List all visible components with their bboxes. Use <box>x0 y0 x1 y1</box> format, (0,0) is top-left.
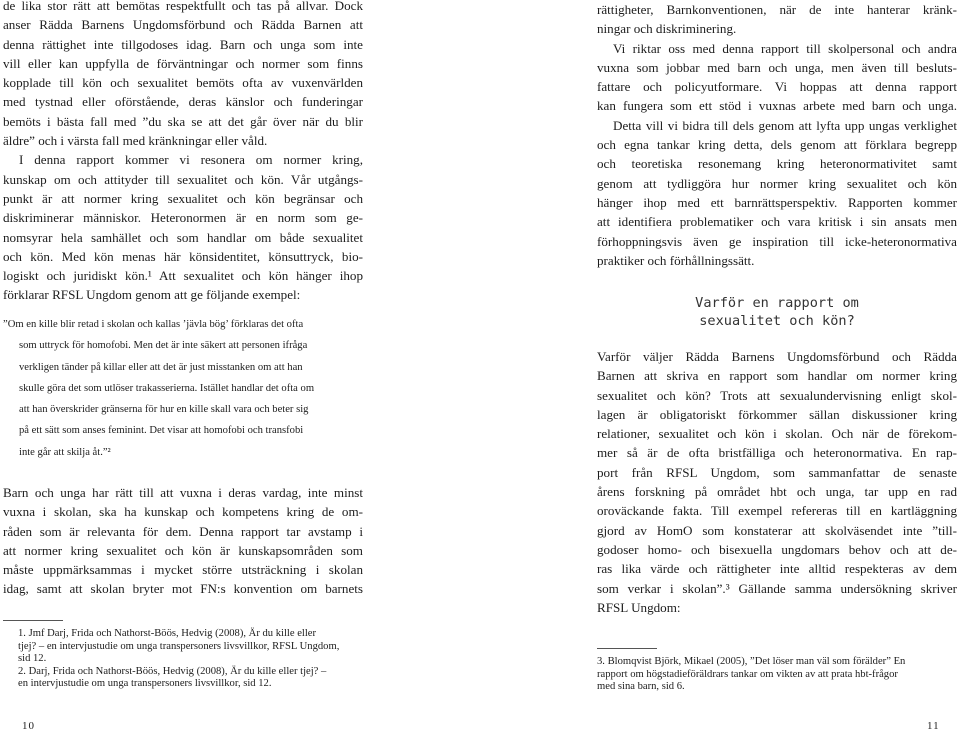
footnote-line: 3. Blomqvist Björk, Mikael (2005), ”Det löser man väl som förälder” En <box>597 656 906 667</box>
text-line: I denna rapport kommer vi resonera om normer kring, <box>19 152 363 168</box>
heading-line: Varför en rapport om <box>695 295 859 311</box>
text-line: nomsyrar hela samhället och som handlar om både sexualitet <box>3 229 363 245</box>
footnotes <box>18 628 368 691</box>
heading-line: sexualitet och kön? <box>699 313 855 329</box>
text-line: vuxna i skolan, ska ha kunskap och kompetens kring de om- <box>3 504 363 520</box>
text-line: gjord av HomO som konstaterar att skolväsendet inte ”till- <box>597 522 957 538</box>
text-line: fattare och policyutformare. Vi hoppas att denna rapport <box>597 79 957 95</box>
text-line: måste uppmärksammas i mycket större utsträckning i skolan <box>3 562 363 578</box>
text-line: de lika stor rätt att bemötas respektfullt och tas på allvar. Dock <box>3 0 363 13</box>
quote-line: som uttryck för homofobi. Men det är inte säkert att personen ifråga <box>19 340 308 352</box>
text-line: och kön. Med kön menas här könsidentitet, könsuttryck, bio- <box>3 248 363 264</box>
body-text-top <box>597 0 957 270</box>
text-line: Barn och unga har rätt till att vuxna i deras vardag, inte minst <box>3 485 363 500</box>
text-line: bemöts i bästa fall med ”du ska se att det går över när du blir <box>3 113 363 129</box>
text-line: och egna tankar kring detta, dels genom att förklara begrepp <box>597 137 957 153</box>
text-line: kunskap om och attityder till sexualitet och kön. Vår utgångs- <box>3 171 363 187</box>
section-heading <box>597 294 957 330</box>
text-line: vuxna som jobbar med barn och unga, men även till besluts- <box>597 59 957 75</box>
text-line: ras lika värde och rättigheter inte alltid respekteras av dem <box>597 561 957 577</box>
body-text-top <box>3 0 363 305</box>
text-line: sexualitet och kön? Trots att sexualundervisning enligt skol- <box>597 387 957 403</box>
page-number: 10 <box>22 720 35 732</box>
text-line: mer så är de ofta bristfälliga och heteronormativa. En rap- <box>597 445 957 461</box>
footnote-line: rapport om högstadieföräldrars tankar om vikten av att prata hbt-frågor <box>597 668 898 680</box>
text-line: anser Rädda Barnens Ungdomsförbund och Rädda Barnen att <box>3 17 363 33</box>
text-line: lagen är obligatoriskt förkommer sällan diskussioner kring <box>597 406 957 422</box>
footnote-rule <box>3 620 63 621</box>
text-line: oroväckande fakta. Till exempel refereras till en kartläggning <box>597 503 957 519</box>
text-line: förklarar RFSL Ungdom genom att ge följande exempel: <box>3 287 301 303</box>
text-line: förhoppningsvis även ge inspiration till icke-heteronormativa <box>597 233 957 249</box>
text-line: och teoretiska resonemang kring heteronormativitet samt <box>597 156 957 172</box>
text-line: kopplade till kön och sexualitet bemöts ofta av vuxenvärlden <box>3 75 363 91</box>
page-number: 11 <box>927 720 940 732</box>
footnote-line: 1. Jmf Darj, Frida och Nathorst-Böös, Hedvig (2008), Är du kille eller <box>18 628 317 639</box>
text-line: att identifiera problematiker och vara kritisk i sin ansats men <box>597 214 957 230</box>
text-line: port från RFSL Ungdom, som sammanfattar de senaste <box>597 464 957 480</box>
text-line: logiskt och juridiskt kön.¹ Att sexualitet och kön hänger ihop <box>3 268 363 284</box>
text-line: äldre” och i värsta fall med kränkningar eller våld. <box>3 133 268 149</box>
quote-line: att han överskrider gränserna för hur en kille skall vara och beter sig <box>19 404 309 416</box>
text-line: med tystnad eller oförstående, deras känslor och funderingar <box>3 94 363 110</box>
text-line: rättigheter, Barnkonventionen, när de inte hanterar kränk- <box>597 2 957 17</box>
footnote-line: med sina barn, sid 6. <box>597 681 685 692</box>
footnotes <box>597 656 952 694</box>
footnote-line: sid 12. <box>18 653 47 664</box>
text-line: Vi riktar oss med denna rapport till skolpersonal och andra <box>613 40 957 56</box>
quote-line: skulle göra det som utlöser trakasserierna. Istället handlar det ofta om <box>19 382 315 394</box>
body-text-bottom <box>3 483 363 599</box>
text-line: ningar och diskriminering. <box>597 21 737 37</box>
text-line: relationer, sexualitet och kön i skolan. Och när de förekom- <box>597 426 957 442</box>
text-line: Barnen att skriva en rapport som handlar om normer kring <box>597 368 957 384</box>
footnote-rule <box>597 648 657 649</box>
text-line: vill eller kan uppfylla de förväntningar och normer som finns <box>3 55 363 71</box>
text-line: hänger ihop med ett barnrättsperspektiv. Rapporten kommer <box>597 194 957 210</box>
right-page <box>480 0 960 733</box>
block-quote <box>3 314 363 463</box>
body-text-bottom <box>597 347 957 617</box>
text-line: punkt är att normer kring sexualitet och kön begränsar och <box>3 190 363 206</box>
text-line: råden som är relevanta för dem. Denna rapport tar avstamp i <box>3 523 363 539</box>
text-line: praktiker och förhållningssätt. <box>597 252 755 268</box>
text-line: diskriminerar människor. Heteronormen är en norm som ge- <box>3 210 363 226</box>
text-line: RFSL Ungdom: <box>597 599 681 615</box>
text-line: som verkar i skolan”.³ Gällande samma undersökning skriver <box>597 580 957 596</box>
text-line: kan fungera som ett stöd i vuxnas arbete med barn och unga. <box>597 98 957 114</box>
footnote-line: en intervjustudie om unga transpersoners livsvillkor, sid 12. <box>18 678 272 689</box>
quote-line: ”Om en kille blir retad i skolan och kallas ’jävla bög’ förklaras det ofta <box>3 319 304 330</box>
text-line: årens forskning på området hbt och unga, tar upp en rad <box>597 484 957 500</box>
text-line: denna rättighet inte tillgodoses idag. Barn och unga som inte <box>3 36 363 52</box>
quote-line: på ett sätt som anses feminint. Det visar att homofobi och transfobi <box>19 425 304 437</box>
quote-line: verkligen tänder på killar eller att det är just misstanken om att han <box>19 361 303 373</box>
text-line: idag, samt att skolan bryter mot FN:s konvention om barnets <box>3 581 363 597</box>
text-line: Varför väljer Rädda Barnens Ungdomsförbund och Rädda <box>597 349 957 364</box>
footnote-line: tjej? – en intervjustudie om unga transpersoners livsvillkor, RFSL Ungdom, <box>18 640 340 652</box>
footnote-line: 2. Darj, Frida och Nathorst-Böös, Hedvig (2008), Är du kille eller tjej? – <box>18 665 327 677</box>
text-line: genom att tydliggöra hur normer kring sexualitet och kön <box>597 175 957 191</box>
text-line: godoser homo- och bisexuella ungdomars behov och att de- <box>597 541 957 557</box>
quote-line: inte går att skilja åt.”² <box>19 446 111 458</box>
text-line: att normer kring sexualitet och kön är kunskapsområden som <box>3 542 363 558</box>
text-line: Detta vill vi bidra till dels genom att lyfta upp ungas verklighet <box>613 117 957 133</box>
